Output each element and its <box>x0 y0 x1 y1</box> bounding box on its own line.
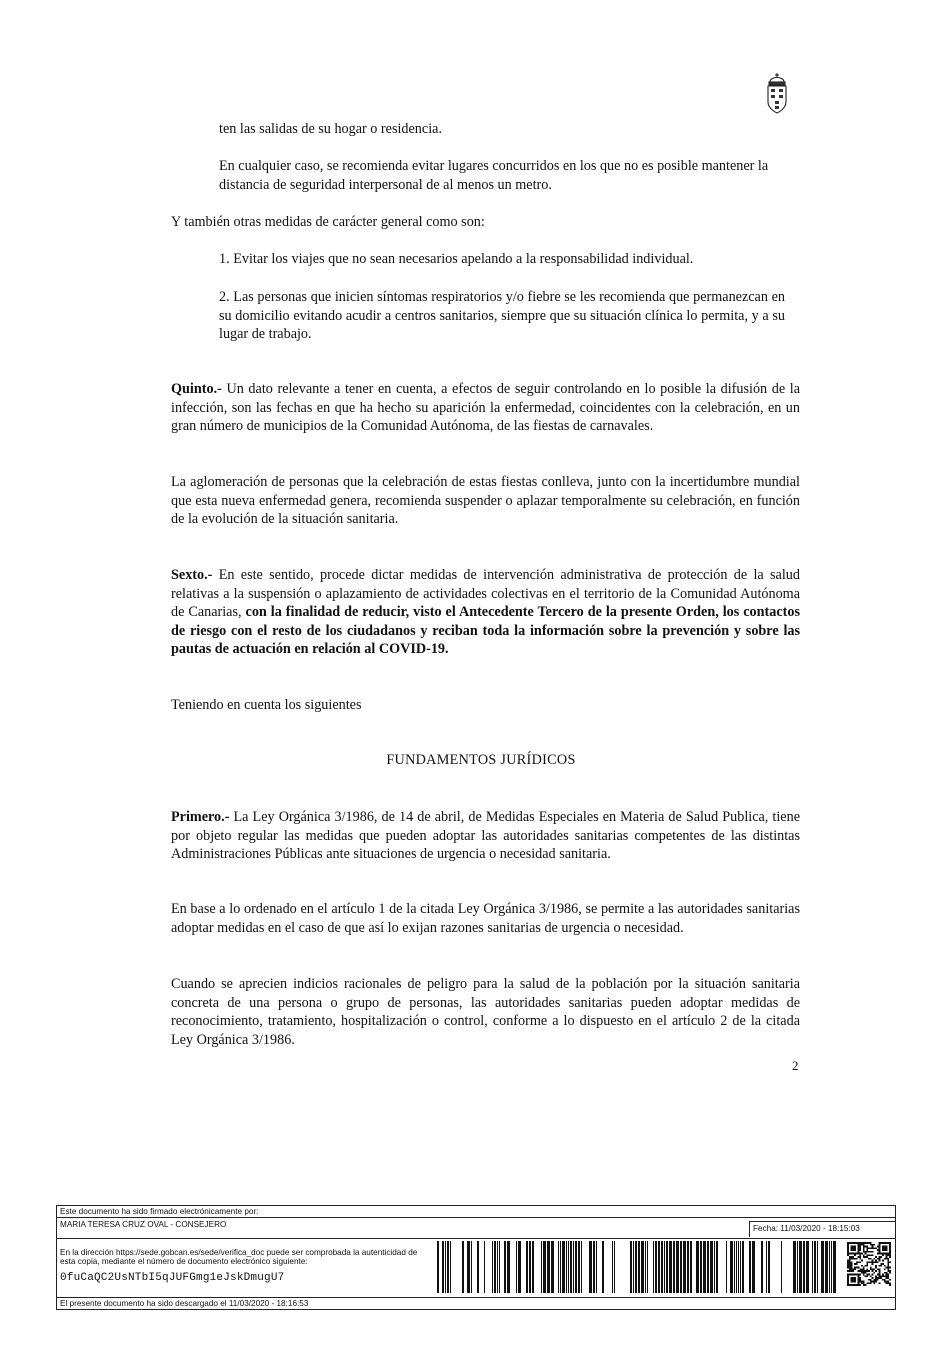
sexto-bold-text: con la finalidad de reducir, visto el Antecedente Tercero de la presente Orden, los contactos de riesgo con el resto de los ciudadanos y reciban toda la información sobre la prevención y sobre las pautas de actuación en relación al COVID-19. <box>171 604 800 657</box>
paragraph-3: Y también otras medidas de carácter general como son: <box>171 214 485 230</box>
paragraph-cuando: Cuando se aprecien indicios racionales de peligro para la salud de la población por la situación sanitaria concreta de una persona o grupo de personas, las autoridades sanitarias pueden adoptar medidas de reconocimiento, tratamiento, hospitalización o control, conforme a lo dispuesto en el artículo 2 de la citada Ley Orgánica 3/1986. <box>171 976 800 1048</box>
signer-row <box>57 1218 895 1239</box>
paragraph-primero <box>171 808 800 864</box>
sexto-text: En este sentido, procede dictar medidas de intervención administrativa de protección de la salud relativas a la suspensión o aplazamiento de actividades colectivas en el territorio de la Comunidad Autónoma de Canarias, <box>171 567 800 620</box>
download-text: El presente documento ha sido descargado el 11/03/2020 - 18:16:53 <box>60 1299 309 1308</box>
primero-label: Primero.- <box>171 809 230 825</box>
signature-verification-box <box>56 1205 896 1310</box>
document-code: 0fuCaQC2UsNTbI5qJUFGmg1eJskDmugU7 <box>60 1272 285 1284</box>
verification-row <box>57 1239 895 1298</box>
paragraph-aglomeracion: La aglomeración de personas que la celebración de estas fiestas conlleva, junto con la incertidumbre mundial que esta nueva enfermedad genera, recomienda suspender o aplazar temporalmente su celebración, en función de la evolución de la situación sanitaria. <box>171 474 800 527</box>
paragraph-teniendo: Teniendo en cuenta los siguientes <box>171 697 362 713</box>
quinto-text: Un dato relevante a tener en cuenta, a efectos de seguir controlando en lo posible la difusión de la infección, son las fechas en que ha hecho su aparición la enfermedad, coincidentes con la celebración, en un gran número de municipios de la Comunidad Autónoma, de las fiestas de carnavales. <box>171 381 800 434</box>
list-item-2: 2. Las personas que inicien síntomas respiratorios y/o fiebre se les recomienda que permanezcan en su domicilio evitando acudir a centros sanitarios, siempre que su situación clínica lo permita, y a su lugar de trabajo. <box>219 289 785 342</box>
primero-text: La Ley Orgánica 3/1986, de 14 de abril, de Medidas Especiales en Materia de Salud Publica, tiene por objeto regular las medidas que pueden adoptar las autoridades sanitarias competentes de las distintas Administraciones Públicas ante situaciones de urgencia o necesidad sanitaria. <box>171 809 800 862</box>
signed-by-label: Este documento ha sido firmado electrónicamente por: <box>60 1207 259 1216</box>
paragraph-en-base: En base a lo ordenado en el artículo 1 de la citada Ley Orgánica 3/1986, se permite a las autoridades sanitarias adoptar medidas en el caso de que así lo exijan razones sanitarias de urgencia o necesidad. <box>171 901 800 936</box>
download-row <box>57 1298 895 1310</box>
section-heading: FUNDAMENTOS JURÍDICOS <box>386 752 576 768</box>
sexto-label: Sexto.- <box>171 567 213 583</box>
paragraph-1: ten las salidas de su hogar o residencia. <box>219 121 442 137</box>
page-number: 2 <box>792 1058 799 1073</box>
barcode-icon <box>437 1241 837 1293</box>
verification-text: En la dirección https://sede.gobcan.es/sede/verifica_doc puede ser comprobada la autenticidad de esta copia, mediante el número de documento electrónico siguiente: <box>60 1248 418 1266</box>
quinto-label: Quinto.- <box>171 381 222 397</box>
list-item-1: 1. Evitar los viajes que no sean necesarios apelando a la responsabilidad individual. <box>219 251 694 267</box>
coat-of-arms-icon <box>764 72 790 114</box>
signer-name: MARIA TERESA CRUZ OVAL - CONSEJERO <box>60 1220 227 1229</box>
paragraph-quinto <box>171 380 800 436</box>
paragraph-2: En cualquier caso, se recomienda evitar lugares concurridos en los que no es posible mantener la distancia de seguridad interpersonal de al menos un metro. <box>219 158 769 193</box>
signature-date: Fecha: 11/03/2020 - 18:15:03 <box>749 1221 895 1237</box>
qr-code-icon <box>847 1242 891 1286</box>
signed-by-row <box>57 1206 895 1218</box>
paragraph-sexto <box>171 566 800 659</box>
